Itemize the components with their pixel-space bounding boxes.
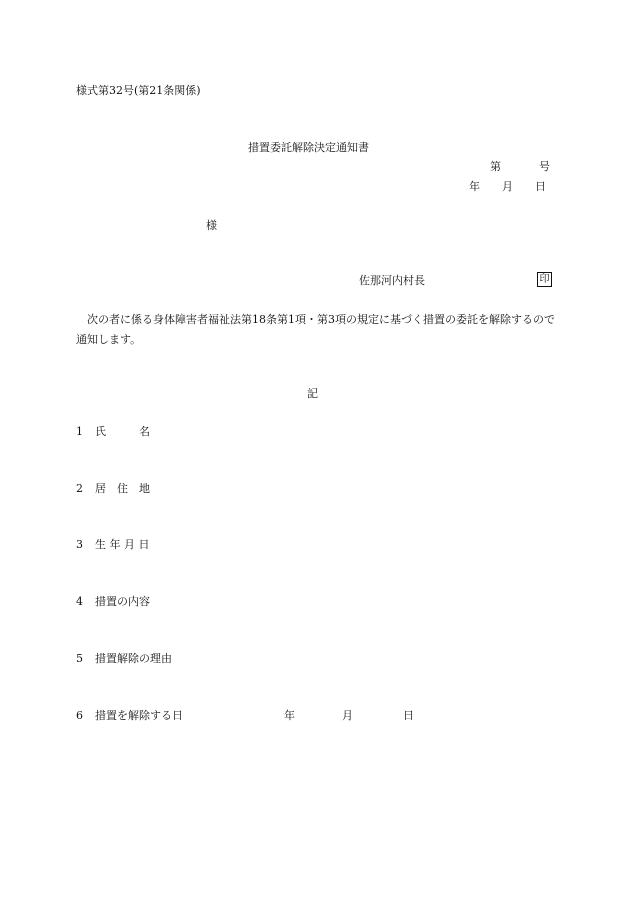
issuer-name: 佐那河内村長 xyxy=(359,274,425,287)
item-label: 氏 名 xyxy=(95,425,150,438)
item-residence xyxy=(76,482,150,496)
ki-heading: 記 xyxy=(307,387,318,400)
item-label: 措置解除の理由 xyxy=(95,652,172,665)
form-number: 様式第32号(第21条関係) xyxy=(76,84,201,97)
item-number: 4 xyxy=(76,595,83,608)
item-label: 生 年 月 日 xyxy=(95,538,150,551)
item-measure-content xyxy=(76,595,150,609)
item-number: 2 xyxy=(76,482,83,495)
release-date-month: 月 xyxy=(342,709,353,722)
item-label: 措置を解除する日 xyxy=(95,709,183,722)
item-birthdate xyxy=(76,538,150,552)
issue-date-year: 年 xyxy=(469,180,480,193)
item-number: 5 xyxy=(76,652,83,665)
issue-number-prefix: 第 xyxy=(490,160,501,173)
document-title: 措置委託解除決定通知書 xyxy=(248,141,369,154)
item-label: 措置の内容 xyxy=(95,595,150,608)
item-label: 居 住 地 xyxy=(95,482,150,495)
release-date-day: 日 xyxy=(403,709,414,722)
item-number: 6 xyxy=(76,709,83,722)
issue-number xyxy=(490,160,550,174)
addressee-suffix: 様 xyxy=(206,219,217,232)
item-release-date xyxy=(76,709,414,723)
item-number: 1 xyxy=(76,425,83,438)
item-name xyxy=(76,425,150,439)
issue-date xyxy=(469,180,546,194)
notice-body: 次の者に係る身体障害者福祉法第18条第1項・第3項の規定に基づく措置の委託を解除するので通知します。 xyxy=(76,313,555,346)
item-release-reason xyxy=(76,652,172,666)
issue-number-suffix: 号 xyxy=(539,160,550,173)
release-date-year: 年 xyxy=(284,709,295,722)
issue-date-month: 月 xyxy=(502,180,513,193)
issue-date-day: 日 xyxy=(535,180,546,193)
seal-mark: 印 xyxy=(537,272,552,287)
item-number: 3 xyxy=(76,538,83,551)
